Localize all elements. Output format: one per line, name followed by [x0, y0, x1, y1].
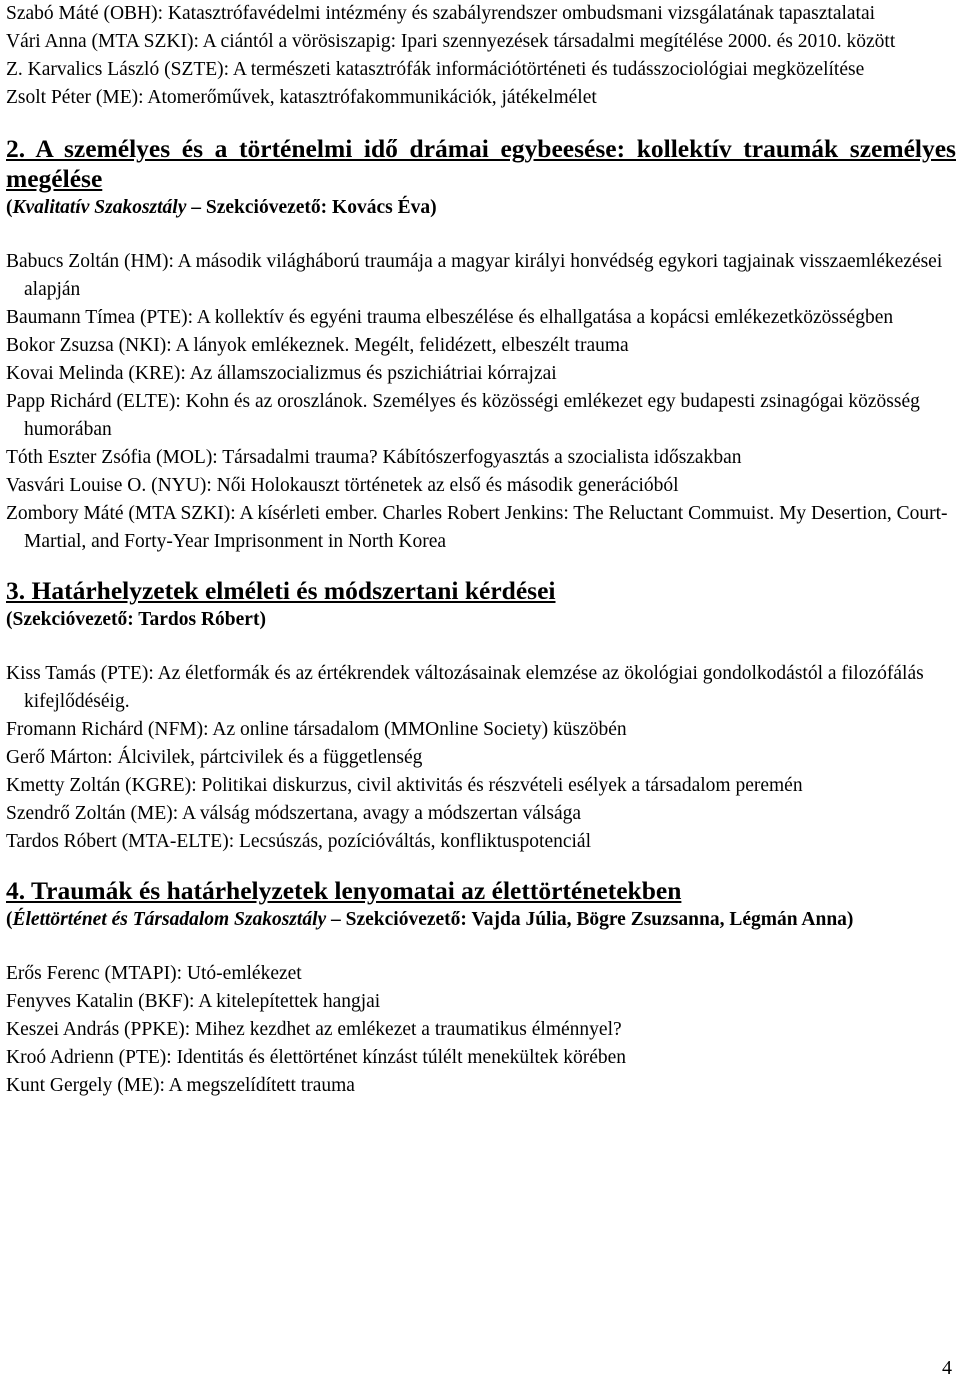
list-item: Babucs Zoltán (HM): A második világháború traumája a magyar királyi honvédség egykori tagjainak visszaemlékezései alapján — [6, 251, 943, 300]
list-item: Kiss Tamás (PTE): Az életformák és az értékrendek változásainak elemzése az ökológiai gondolkodástól a filozófálás kifejlődéséig. — [6, 663, 924, 712]
section-3 — [6, 576, 956, 856]
list-item: Bokor Zsuzsa (NKI): A lányok emlékeznek. Megélt, felidézett, elbeszélt trauma — [6, 335, 629, 356]
section-subtitle: (Szekcióvezető: Tardos Róbert) — [6, 609, 266, 630]
list-item: Kunt Gergely (ME): A megszelídített trauma — [6, 1075, 355, 1096]
list-item: Vasvári Louise O. (NYU): Női Holokauszt történetek az első és második generációból — [6, 475, 679, 496]
list-item: Vári Anna (MTA SZKI): A ciántól a vörösiszapig: Ipari szennyezések társadalmi megítélése 2000. és 2010. között — [6, 31, 896, 52]
list-item: Kovai Melinda (KRE): Az államszocializmus és pszichiátriai kórrajzai — [6, 363, 557, 384]
list-item: Szabó Máté (OBH): Katasztrófavédelmi intézmény és szabályrendszer ombudsmani vizsgálatának tapasztalatai — [6, 3, 876, 24]
document-page — [6, 0, 956, 1100]
intro-list — [6, 0, 956, 112]
list-item: Szendrő Zoltán (ME): A válság módszertana, avagy a módszertan válsága — [6, 803, 582, 824]
section-4 — [6, 876, 956, 1100]
section-title: 3. Határhelyzetek elméleti és módszertani kérdései — [6, 576, 556, 605]
section-subtitle: (Kvalitatív Szakosztály – Szekcióvezető: Kovács Éva) — [6, 197, 437, 218]
list-item: Kmetty Zoltán (KGRE): Politikai diskurzus, civil aktivitás és részvételi esélyek a társadalom peremén — [6, 775, 803, 796]
list-item: Zsolt Péter (ME): Atomerőművek, katasztrófakommunikációk, játékelmélet — [6, 87, 597, 108]
list-item: Baumann Tímea (PTE): A kollektív és egyéni trauma elbeszélése és elhallgatása a kopácsi emlékezetközösségben — [6, 307, 894, 328]
list-item: Zombory Máté (MTA SZKI): A kísérleti ember. Charles Robert Jenkins: The Reluctant Commuist. My Desertion, Court-Martial, and Forty-Year Imprisonment in North Korea — [6, 503, 948, 552]
list-item: Fromann Richárd (NFM): Az online társadalom (MMOnline Society) küszöbén — [6, 719, 627, 740]
section-title: 2. A személyes és a történelmi idő drámai egybeesése: kollektív traumák személyes megélése — [6, 134, 956, 193]
section-title: 4. Traumák és határhelyzetek lenyomatai az élettörténetekben — [6, 876, 682, 905]
page-number: 4 — [942, 1357, 952, 1379]
list-item: Keszei András (PPKE): Mihez kezdhet az emlékezet a traumatikus élménnyel? — [6, 1019, 622, 1040]
list-item: Papp Richárd (ELTE): Kohn és az oroszlánok. Személyes és közösségi emlékezet egy budapesti zsinagógai közösség humorában — [6, 391, 920, 440]
list-item: Tóth Eszter Zsófia (MOL): Társadalmi trauma? Kábítószerfogyasztás a szocialista időszakban — [6, 447, 742, 468]
list-item: Tardos Róbert (MTA-ELTE): Lecsúszás, pozícióváltás, konfliktuspotenciál — [6, 831, 591, 852]
list-item: Fenyves Katalin (BKF): A kitelepítettek hangjai — [6, 991, 381, 1012]
list-item: Z. Karvalics László (SZTE): A természeti katasztrófák információtörténeti és tudásszociológiai megközelítése — [6, 59, 865, 80]
list-item: Erős Ferenc (MTAPI): Utó-emlékezet — [6, 963, 302, 984]
list-item: Gerő Márton: Álcivilek, pártcivilek és a függetlenség — [6, 747, 423, 768]
list-item: Kroó Adrienn (PTE): Identitás és élettörténet kínzást túlélt menekültek körében — [6, 1047, 627, 1068]
section-subtitle: (Élettörténet és Társadalom Szakosztály – Szekcióvezető: Vajda Júlia, Bögre Zsuzsanna, Légmán Anna) — [6, 909, 854, 930]
section-2 — [6, 134, 956, 556]
